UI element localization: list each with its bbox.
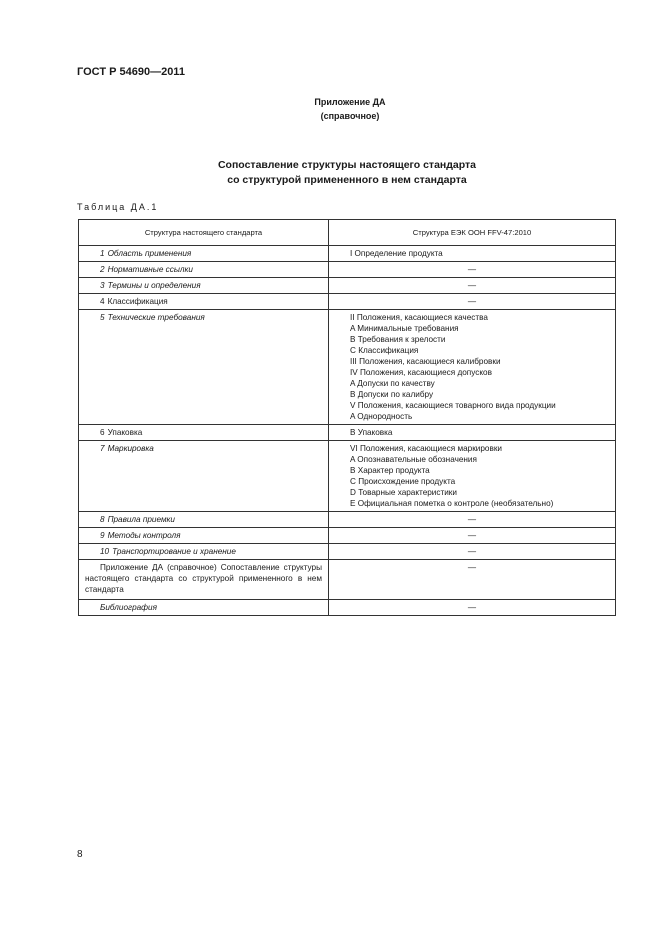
left-cell — [79, 600, 329, 616]
table-row — [79, 310, 616, 425]
section-title: Область применения — [107, 249, 192, 258]
section-number: 3 — [100, 281, 105, 290]
section-number: 7 — [100, 444, 105, 453]
left-cell — [79, 246, 329, 262]
table-row — [79, 278, 616, 294]
left-cell: Приложение ДА (справочное) Сопоставление структуры настоящего стандарта со структурой примененного в нем стандарта — [79, 560, 329, 600]
left-cell — [79, 441, 329, 512]
section-number: 2 — [100, 265, 105, 274]
right-line: B Допуски по калибру — [350, 390, 434, 399]
section-number: 6 — [100, 428, 105, 437]
table-row — [79, 544, 616, 560]
section-title: Классификация — [107, 297, 168, 306]
right-cell — [329, 425, 616, 441]
section-title: Транспортирование и хранение — [112, 547, 236, 556]
table-row — [79, 528, 616, 544]
left-cell — [79, 294, 329, 310]
section-number: 9 — [100, 531, 105, 540]
page-title-line-1: Сопоставление структуры настоящего стандарта — [217, 159, 477, 171]
table-header-row — [79, 220, 616, 246]
table-row — [79, 441, 616, 512]
section-title: Термины и определения — [107, 281, 201, 290]
left-cell — [79, 262, 329, 278]
section-number: 5 — [100, 313, 105, 322]
column-header-left: Структура настоящего стандарта — [79, 220, 329, 246]
left-cell — [79, 528, 329, 544]
right-cell-dash: — — [329, 600, 616, 616]
right-cell-dash: — — [329, 528, 616, 544]
document-id: ГОСТ Р 54690—2011 — [77, 66, 185, 78]
right-line: II Положения, касающиеся качества — [350, 313, 488, 322]
section-title: Нормативные ссылки — [107, 265, 193, 274]
section-title: Упаковка — [107, 428, 143, 437]
table-row — [79, 294, 616, 310]
section-title: Библиография — [100, 603, 157, 612]
right-cell-dash: — — [329, 294, 616, 310]
right-line: VI Положения, касающиеся маркировки — [350, 444, 502, 453]
right-line: A Опознавательные обозначения — [350, 455, 477, 464]
section-title: Методы контроля — [107, 531, 181, 540]
section-number: 8 — [100, 515, 105, 524]
left-cell — [79, 310, 329, 425]
right-line: B Характер продукта — [350, 466, 430, 475]
right-line: A Допуски по качеству — [350, 379, 435, 388]
appendix-subtitle: (справочное) — [320, 111, 380, 121]
table-row — [79, 600, 616, 616]
column-header-right: Структура ЕЭК ООН FFV-47:2010 — [329, 220, 616, 246]
right-line: I Определение продукта — [350, 249, 443, 258]
right-cell-dash: — — [329, 512, 616, 528]
page-title — [0, 158, 661, 188]
right-line: V Положения, касающиеся товарного вида продукции — [350, 401, 556, 410]
section-number: 4 — [100, 297, 105, 306]
right-line: C Классификация — [350, 346, 419, 355]
table-row — [79, 425, 616, 441]
right-line: E Официальная пометка о контроле (необязательно) — [350, 499, 554, 508]
right-line: IV Положения, касающиеся допусков — [350, 368, 492, 377]
section-number: 10 — [100, 547, 110, 556]
section-title: Маркировка — [107, 444, 154, 453]
table-caption: Таблица ДА.1 — [77, 202, 159, 212]
section-title: Технические требования — [107, 313, 205, 322]
left-cell — [79, 544, 329, 560]
right-cell-dash: — — [329, 544, 616, 560]
table-row — [79, 262, 616, 278]
left-cell — [79, 278, 329, 294]
table-row — [79, 560, 616, 600]
page-title-line-2: со структурой примененного в нем стандарта — [227, 174, 467, 186]
right-cell-dash: — — [329, 560, 616, 600]
page-number: 8 — [77, 849, 83, 860]
right-cell — [329, 310, 616, 425]
right-cell — [329, 246, 616, 262]
right-line: A Однородность — [350, 412, 413, 421]
comparison-table — [78, 219, 616, 616]
section-number: 1 — [100, 249, 105, 258]
right-cell-dash: — — [329, 262, 616, 278]
right-cell-dash: — — [329, 278, 616, 294]
right-line: B Требования к зрелости — [350, 335, 446, 344]
left-cell — [79, 512, 329, 528]
right-line: D Товарные характеристики — [350, 488, 457, 497]
section-title: Правила приемки — [107, 515, 175, 524]
right-line: C Происхождение продукта — [350, 477, 456, 486]
appendix-title: Приложение ДА — [314, 97, 386, 107]
right-line: B Упаковка — [350, 428, 393, 437]
right-cell — [329, 441, 616, 512]
left-cell — [79, 425, 329, 441]
table-row — [79, 512, 616, 528]
appendix-heading — [0, 95, 661, 123]
right-line: III Положения, касающиеся калибровки — [350, 357, 501, 366]
right-line: A Минимальные требования — [350, 324, 459, 333]
table-row — [79, 246, 616, 262]
